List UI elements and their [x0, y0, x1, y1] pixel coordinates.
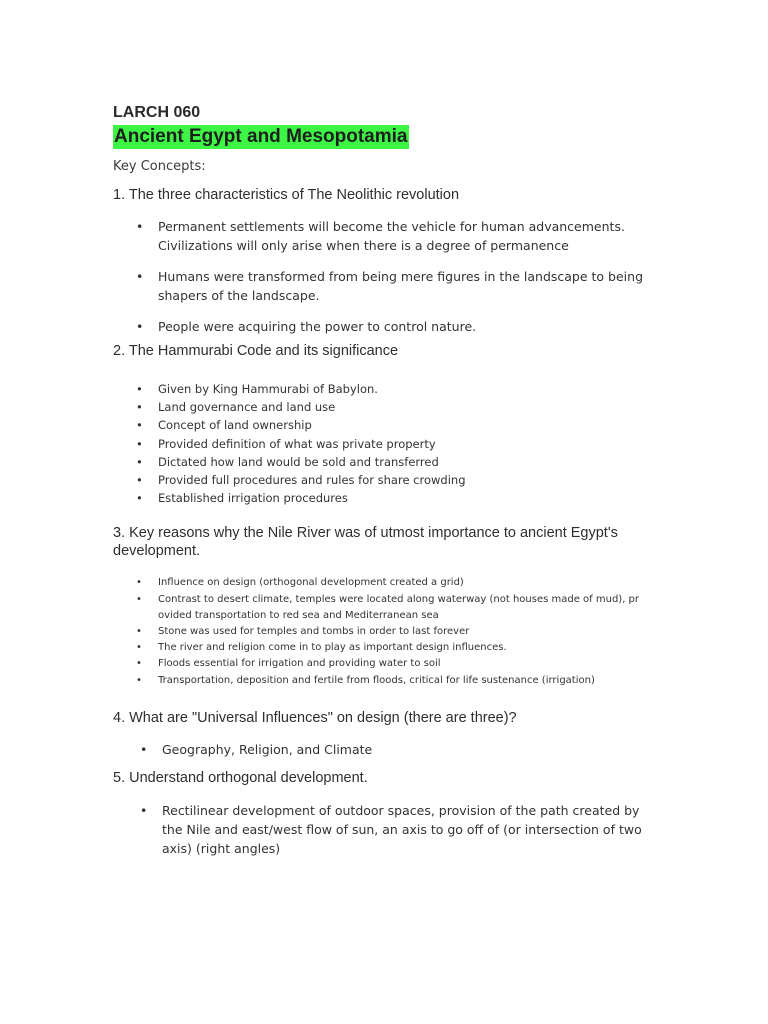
bullet-icon: •	[140, 802, 148, 818]
section-2-list	[113, 380, 768, 507]
list-item: • Dictated how land would be sold and transferred	[158, 453, 768, 471]
section-2-heading: 2. The Hammurabi Code and its significance	[113, 343, 399, 359]
list-item: • Given by King Hammurabi of Babylon.	[158, 380, 768, 398]
list-item: • Rectilinear development of outdoor spaces, provision of the path created by the Nile and east/west flow of sun, an axis to go off of (or intersection of two axis) (right angles)	[140, 802, 642, 856]
list-item: • Established irrigation procedures	[158, 489, 768, 507]
list-item: • The river and religion come in to play as important design influences.	[158, 640, 653, 656]
list-item: • Floods essential for irrigation and providing water to soil	[158, 656, 653, 672]
list-item: • People were acquiring the power to control nature.	[136, 319, 477, 334]
bullet-icon: •	[136, 658, 142, 670]
bullet-icon: •	[136, 382, 143, 396]
bullet-icon: •	[136, 436, 143, 451]
list-item: • Influence on design (orthogonal development created a grid)	[158, 575, 653, 591]
list-item: • Land governance and land use	[158, 398, 768, 416]
bullet-icon: •	[136, 454, 143, 469]
bullet-icon: •	[136, 491, 143, 506]
section-4-heading: 4. What are "Universal Influences" on design (there are three)?	[113, 709, 517, 726]
bullet-icon: •	[136, 577, 142, 589]
bullet-icon: •	[140, 741, 148, 757]
list-item: • Concept of land ownership	[158, 416, 768, 434]
list-item: • Permanent settlements will become the vehicle for human advancements. Civilizations will only arise when there is a degree of permanence	[136, 219, 625, 253]
list-item: • Humans were transformed from being mere figures in the landscape to being shapers of the landscape.	[136, 269, 644, 303]
bullet-icon: •	[136, 219, 144, 234]
bullet-icon: •	[136, 626, 142, 638]
section-4-list	[113, 740, 768, 759]
list-item: • Contrast to desert climate, temples were located along waterway (not houses made of mud), pr ovided transportation to red sea and Mediterranean sea	[136, 593, 640, 621]
section-5-heading: 5. Understand orthogonal development.	[113, 769, 368, 786]
list-item: • Geography, Religion, and Climate	[140, 741, 373, 757]
list-item: • Provided definition of what was private property	[158, 435, 768, 453]
bullet-icon: •	[136, 269, 144, 284]
section-5-list	[113, 801, 768, 858]
bullet-icon: •	[136, 473, 143, 488]
section-3-heading: 3. Key reasons why the Nile River was of utmost importance to ancient Egypt's development.	[113, 525, 618, 560]
course-code: LARCH 060	[113, 104, 201, 121]
section-1-heading: 1. The three characteristics of The Neolithic revolution	[113, 187, 460, 203]
bullet-icon: •	[136, 418, 143, 433]
bullet-icon: •	[136, 319, 144, 334]
list-item: • Stone was used for temples and tombs in order to last forever	[158, 624, 653, 640]
document-title: Ancient Egypt and Mesopotamia	[114, 126, 408, 147]
bullet-icon: •	[136, 593, 142, 605]
key-concepts-label: Key Concepts:	[113, 159, 206, 174]
list-item: • Transportation, deposition and fertile from floods, critical for life sustenance (irrigation)	[158, 673, 653, 689]
section-3-list	[113, 575, 768, 688]
list-item: • Provided full procedures and rules for share crowding	[158, 471, 768, 489]
bullet-icon: •	[136, 400, 143, 415]
bullet-icon: •	[136, 642, 142, 654]
section-1-list	[113, 217, 768, 336]
bullet-icon: •	[136, 674, 142, 686]
